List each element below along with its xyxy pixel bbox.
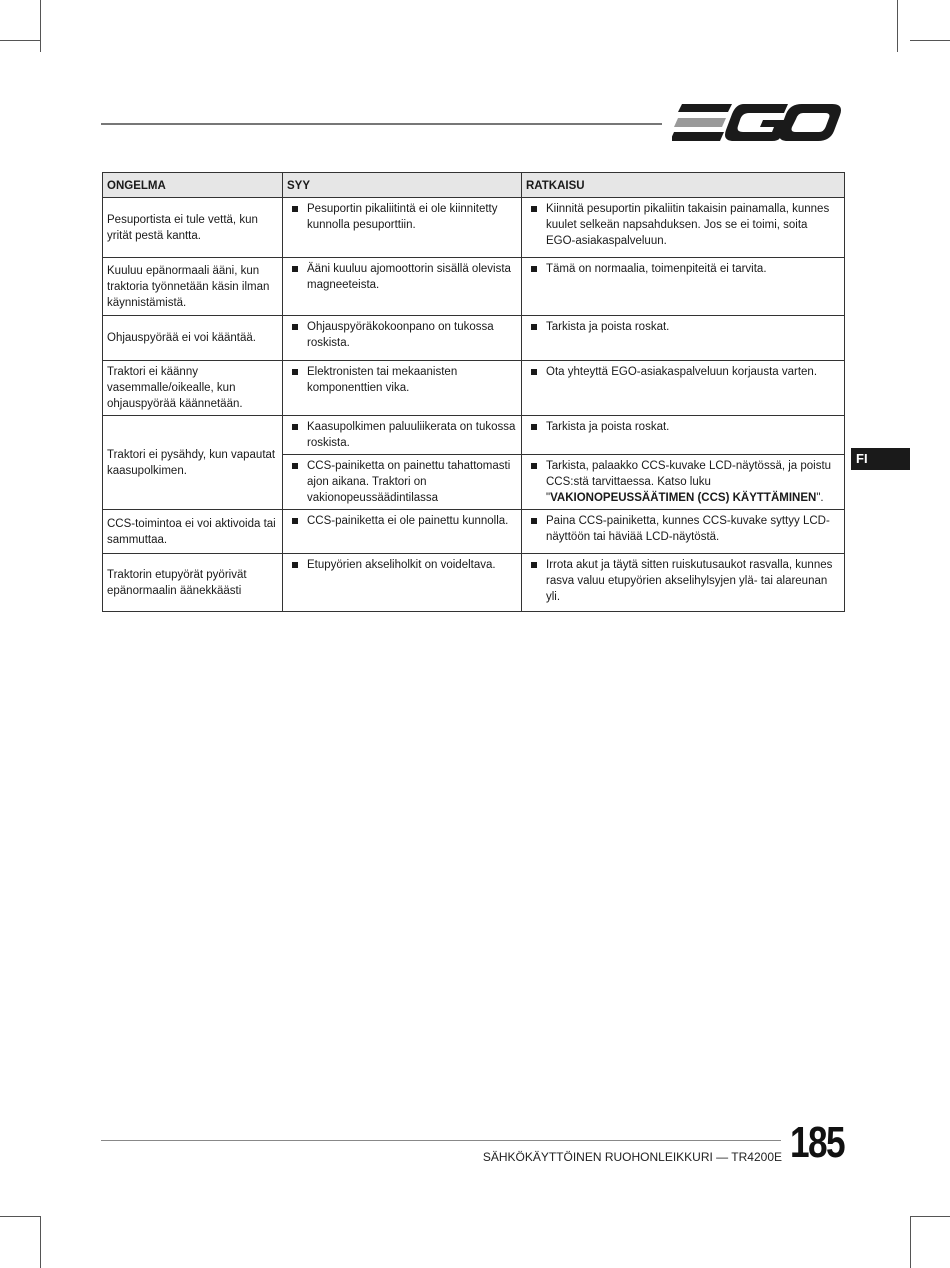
crop-mark (910, 1216, 911, 1268)
table-row (103, 510, 845, 554)
logo-g (725, 104, 788, 141)
bullet-icon (292, 463, 298, 469)
crop-mark (910, 40, 950, 41)
crop-mark (910, 1216, 950, 1217)
crop-mark (40, 0, 41, 52)
cause-cell (283, 510, 522, 554)
bullet-icon (292, 518, 298, 524)
bullet-icon (292, 369, 298, 375)
problem-cell: Ohjauspyörää ei voi kääntää. (103, 316, 283, 361)
solution-text: Irrota akut ja täytä sitten ruiskutusaukot rasvalla, kunnes rasva valuu etupyörien akselihylsyjen ylä- tai alareunan yli. (546, 559, 833, 603)
cause-cell (283, 416, 522, 455)
cause-text: Ohjauspyöräkokoonpano on tukossa roskista. (307, 321, 494, 349)
solution-cell (522, 258, 845, 316)
bullet-icon (531, 206, 537, 212)
table-row (103, 416, 845, 455)
solution-cell (522, 416, 845, 455)
solution-cell (522, 198, 845, 258)
problem-cell: Traktori ei pysähdy, kun vapautat kaasupolkimen. (103, 416, 283, 510)
cause-text: Etupyörien akseliholkit on voideltava. (307, 559, 496, 571)
problem-cell: Kuuluu epänormaali ääni, kun traktoria työnnetään käsin ilman käynnistämistä. (103, 258, 283, 316)
bullet-icon (531, 266, 537, 272)
cause-text: Pesuportin pikaliitintä ei ole kiinnitetty kunnolla pesuporttiin. (307, 203, 498, 231)
logo-e-bottom-bar (672, 132, 724, 141)
solution-cell (522, 510, 845, 554)
table-header-row (103, 173, 845, 198)
crop-mark (897, 0, 898, 52)
bullet-icon (531, 324, 537, 330)
logo-e-top-bar (678, 104, 732, 112)
bullet-icon (531, 369, 537, 375)
problem-cell: CCS-toimintoa ei voi aktivoida tai sammuttaa. (103, 510, 283, 554)
ego-logo (672, 102, 844, 144)
crop-mark (0, 1216, 40, 1217)
problem-cell: Traktori ei käänny vasemmalle/oikealle, kun ohjauspyörää käännetään. (103, 361, 283, 416)
crop-mark (40, 1216, 41, 1268)
column-header-problem: ONGELMA (103, 173, 283, 198)
bullet-icon (292, 206, 298, 212)
bullet-icon (531, 463, 537, 469)
footer-rule (101, 1140, 781, 1141)
cause-text: Ääni kuuluu ajomoottorin sisällä olevista magneeteista. (307, 263, 511, 291)
solution-text: Kiinnitä pesuportin pikaliitin takaisin painamalla, kunnes kuulet selkeän napsahduksen. Jos se ei toimi, soita EGO-asiakaspalveluun. (546, 203, 830, 247)
solution-cell (522, 361, 845, 416)
solution-text: Ota yhteyttä EGO-asiakaspalveluun korjausta varten. (546, 366, 818, 378)
table-row (103, 258, 845, 316)
cause-cell (283, 554, 522, 612)
solution-cell (522, 316, 845, 361)
solution-text-post: ". (816, 492, 824, 504)
solution-cell (522, 554, 845, 612)
column-header-solution: RATKAISU (522, 173, 845, 198)
cause-cell (283, 316, 522, 361)
cause-cell (283, 361, 522, 416)
cause-text: CCS-painiketta on painettu tahattomasti ajon aikana. Traktori on vakionopeussäädintilassa (307, 460, 511, 504)
table-row (103, 554, 845, 612)
footer-product-title: SÄHKÖKÄYTTÖINEN RUOHONLEIKKURI — TR4200E (482, 1150, 782, 1164)
cause-text: Elektronisten tai mekaanisten komponenttien vika. (307, 366, 458, 394)
bullet-icon (531, 424, 537, 430)
solution-text (546, 460, 831, 504)
cause-cell (283, 198, 522, 258)
cause-cell (283, 258, 522, 316)
bullet-icon (292, 324, 298, 330)
crop-mark (0, 40, 40, 41)
header-rule (101, 123, 662, 125)
cause-text: Kaasupolkimen paluuliikerata on tukossa roskista. (307, 421, 516, 449)
column-header-cause: SYY (283, 173, 522, 198)
bullet-icon (292, 424, 298, 430)
solution-cell (522, 455, 845, 510)
language-tab: FI (851, 448, 910, 470)
problem-cell: Pesuportista ei tule vettä, kun yrität pestä kantta. (103, 198, 283, 258)
solution-text: Paina CCS-painiketta, kunnes CCS-kuvake syttyy LCD-näyttöön tai häviää LCD-näytöstä. (546, 515, 830, 543)
table-row (103, 198, 845, 258)
cause-cell (283, 455, 522, 510)
logo-o (779, 104, 841, 141)
solution-text: Tämä on normaalia, toimenpiteitä ei tarvita. (546, 263, 767, 275)
bullet-icon (531, 562, 537, 568)
problem-cell: Traktorin etupyörät pyörivät epänormaalin äänekkäästi (103, 554, 283, 612)
table-row (103, 361, 845, 416)
troubleshooting-table (102, 172, 845, 612)
solution-text-pre: Tarkista, palaakko CCS-kuvake LCD-näytössä, ja poistu CCS:stä tarvittaessa. Katso luku " (546, 460, 832, 504)
logo-e-middle-bar (674, 118, 726, 127)
page-number: 185 (790, 1118, 844, 1167)
cause-text: CCS-painiketta ei ole painettu kunnolla. (307, 515, 509, 527)
solution-text: Tarkista ja poista roskat. (546, 321, 670, 333)
bullet-icon (531, 518, 537, 524)
solution-text: Tarkista ja poista roskat. (546, 421, 670, 433)
bullet-icon (292, 562, 298, 568)
chapter-reference: VAKIONOPEUSSÄÄTIMEN (CCS) KÄYTTÄMINEN (550, 492, 817, 504)
bullet-icon (292, 266, 298, 272)
table-row (103, 316, 845, 361)
